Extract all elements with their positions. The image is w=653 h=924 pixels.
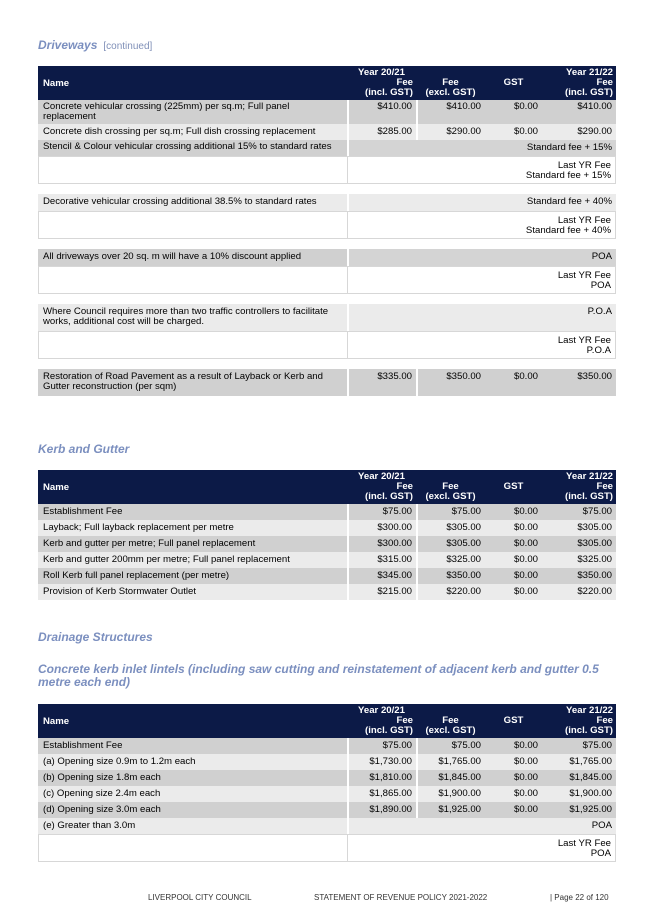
row-value: Standard fee + 15% (347, 140, 616, 156)
row-prev: $75.00 (347, 738, 416, 754)
table-row (38, 818, 616, 834)
footer-page-number: | Page 22 of 120 (550, 893, 609, 902)
footer-doc-title: STATEMENT OF REVENUE POLICY 2021-2022 (314, 893, 488, 902)
row-incl: $305.00 (542, 536, 616, 552)
row-incl: $350.00 (542, 369, 616, 396)
col-name: Name (38, 704, 347, 738)
row-prev: $300.00 (347, 536, 416, 552)
row-name: (a) Opening size 0.9m to 1.2m each (38, 754, 347, 770)
row-prev: $1,810.00 (347, 770, 416, 786)
row-name: Kerb and gutter 200mm per metre; Full panel replacement (38, 552, 347, 568)
table-row (38, 156, 616, 184)
row-name: Establishment Fee (38, 504, 347, 520)
row-gst: $0.00 (485, 738, 542, 754)
row-excl: $75.00 (416, 504, 485, 520)
row-prev: $410.00 (347, 100, 416, 124)
table-row (38, 536, 616, 552)
row-excl: $220.00 (416, 584, 485, 600)
last-yr-value: POA (590, 280, 611, 291)
table-row (38, 249, 616, 266)
table-row (38, 369, 616, 396)
row-name: All driveways over 20 sq. m will have a 10% discount applied (38, 249, 347, 266)
row-gst: $0.00 (485, 568, 542, 584)
row-name: Restoration of Road Pavement as a result of Layback or Kerb and Gutter reconstruction (per sqm) (38, 369, 347, 396)
row-incl: $1,900.00 (542, 786, 616, 802)
row-excl: $1,845.00 (416, 770, 485, 786)
col-fee-incl-curr: Fee (596, 715, 613, 726)
row-excl: $305.00 (416, 520, 485, 536)
last-yr-value: POA (590, 848, 611, 859)
section-title-driveways: Driveways [continued] (38, 38, 153, 52)
row-incl: $220.00 (542, 584, 616, 600)
row-name: Layback; Full layback replacement per metre (38, 520, 347, 536)
section-title-drainage: Drainage Structures (38, 630, 153, 644)
row-gst: $0.00 (485, 100, 542, 124)
last-yr-label: Last YR Fee (557, 838, 611, 849)
row-value: POA (347, 249, 616, 266)
row-gst: $0.00 (485, 520, 542, 536)
col-name: Name (38, 470, 347, 504)
row-prev: $75.00 (347, 504, 416, 520)
table-row (38, 802, 616, 818)
row-value: Standard fee + 40% (347, 194, 616, 211)
row-name: Roll Kerb full panel replacement (per metre) (38, 568, 347, 584)
row-excl: $325.00 (416, 552, 485, 568)
col-year-prev: Year 20/21 (347, 66, 416, 78)
table-row (38, 770, 616, 786)
row-name: (b) Opening size 1.8m each (38, 770, 347, 786)
col-fee-incl-sub: (incl. GST) (365, 725, 413, 736)
row-incl: $410.00 (542, 100, 616, 124)
row-prev: $315.00 (347, 552, 416, 568)
row-gst: $0.00 (485, 369, 542, 396)
last-yr-value: P.O.A (586, 345, 611, 356)
table-row (38, 754, 616, 770)
row-excl: $410.00 (416, 100, 485, 124)
row-prev: $1,730.00 (347, 754, 416, 770)
last-yr-value: Standard fee + 40% (525, 225, 611, 236)
col-fee-excl: Fee (442, 481, 459, 492)
col-year-curr: Year 21/22 (542, 704, 616, 716)
table-row (38, 211, 616, 239)
col-fee-incl: Fee (396, 715, 413, 726)
row-name: Concrete vehicular crossing (225mm) per sq.m; Full panel replacement (38, 100, 347, 124)
table-row (38, 738, 616, 754)
col-fee-excl-sub: (excl. GST) (425, 725, 476, 736)
row-name: (d) Opening size 3.0m each (38, 802, 347, 818)
drainage-table (38, 704, 616, 862)
row-incl: $305.00 (542, 520, 616, 536)
col-fee-incl-sub: (incl. GST) (365, 87, 413, 98)
table-row (38, 304, 616, 331)
last-yr-label: Last YR Fee (557, 160, 611, 171)
row-name: Decorative vehicular crossing additional 38.5% to standard rates (38, 194, 347, 211)
row-excl: $290.00 (416, 124, 485, 140)
row-excl: $1,925.00 (416, 802, 485, 818)
table-row (38, 520, 616, 536)
driveways-table (38, 66, 616, 396)
row-name: (c) Opening size 2.4m each (38, 786, 347, 802)
col-fee-incl-curr-sub: (incl. GST) (565, 725, 613, 736)
col-name: Name (38, 66, 347, 100)
col-fee-incl-sub: (incl. GST) (365, 491, 413, 502)
table-row (38, 584, 616, 600)
row-name: (e) Greater than 3.0m (38, 818, 347, 834)
table-row (38, 834, 616, 862)
row-name: Establishment Fee (38, 738, 347, 754)
table-row (38, 786, 616, 802)
row-prev: $215.00 (347, 584, 416, 600)
row-excl: $305.00 (416, 536, 485, 552)
col-fee-excl: Fee (442, 77, 459, 88)
kerb-table (38, 470, 616, 600)
row-prev: $300.00 (347, 520, 416, 536)
col-fee-excl: Fee (442, 715, 459, 726)
col-gst: GST (485, 716, 542, 738)
col-fee-incl-curr: Fee (596, 77, 613, 88)
row-name: Provision of Kerb Stormwater Outlet (38, 584, 347, 600)
table-row (38, 568, 616, 584)
row-value: P.O.A (347, 304, 616, 331)
row-prev: $1,865.00 (347, 786, 416, 802)
row-name: Stencil & Colour vehicular crossing additional 15% to standard rates (38, 140, 347, 156)
col-gst: GST (485, 482, 542, 504)
row-incl: $75.00 (542, 504, 616, 520)
row-gst: $0.00 (485, 770, 542, 786)
col-year-curr: Year 21/22 (542, 66, 616, 78)
col-fee-incl: Fee (396, 77, 413, 88)
row-incl: $1,765.00 (542, 754, 616, 770)
last-yr-label: Last YR Fee (557, 335, 611, 346)
row-name: Where Council requires more than two traffic controllers to facilitate works, additional cost will be charged. (38, 304, 347, 331)
footer-council: LIVERPOOL CITY COUNCIL (148, 893, 252, 902)
row-incl: $75.00 (542, 738, 616, 754)
table-row (38, 194, 616, 211)
col-gst: GST (485, 78, 542, 100)
table-row (38, 266, 616, 294)
continued-label: [continued] (103, 41, 153, 52)
row-gst: $0.00 (485, 536, 542, 552)
row-prev: $345.00 (347, 568, 416, 584)
row-gst: $0.00 (485, 802, 542, 818)
col-fee-excl-sub: (excl. GST) (425, 491, 476, 502)
col-year-prev: Year 20/21 (347, 704, 416, 716)
col-year-prev: Year 20/21 (347, 470, 416, 482)
table-row (38, 504, 616, 520)
col-fee-incl-curr-sub: (incl. GST) (565, 491, 613, 502)
row-gst: $0.00 (485, 786, 542, 802)
row-incl: $1,925.00 (542, 802, 616, 818)
row-name: Concrete dish crossing per sq.m; Full dish crossing replacement (38, 124, 347, 140)
last-yr-label: Last YR Fee (557, 270, 611, 281)
row-gst: $0.00 (485, 504, 542, 520)
table-row (38, 552, 616, 568)
table-row (38, 100, 616, 124)
row-excl: $350.00 (416, 369, 485, 396)
row-excl: $1,900.00 (416, 786, 485, 802)
row-incl: $1,845.00 (542, 770, 616, 786)
row-name: Kerb and gutter per metre; Full panel replacement (38, 536, 347, 552)
row-gst: $0.00 (485, 552, 542, 568)
table-row (38, 124, 616, 140)
row-incl: $325.00 (542, 552, 616, 568)
last-yr-value: Standard fee + 15% (525, 170, 611, 181)
row-excl: $1,765.00 (416, 754, 485, 770)
row-prev: $1,890.00 (347, 802, 416, 818)
section-subtitle-drainage: Concrete kerb inlet lintels (including saw cutting and reinstatement of adjacent kerb and gutter 0.5 metre each end) (38, 662, 599, 689)
table-row (38, 140, 616, 156)
col-fee-excl-sub: (excl. GST) (425, 87, 476, 98)
col-year-curr: Year 21/22 (542, 470, 616, 482)
row-incl: $350.00 (542, 568, 616, 584)
row-excl: $350.00 (416, 568, 485, 584)
row-prev: $335.00 (347, 369, 416, 396)
row-value: POA (347, 818, 616, 834)
col-fee-incl-curr-sub: (incl. GST) (565, 87, 613, 98)
col-fee-incl: Fee (396, 481, 413, 492)
row-gst: $0.00 (485, 584, 542, 600)
table-row (38, 331, 616, 359)
row-gst: $0.00 (485, 754, 542, 770)
section-title-kerb: Kerb and Gutter (38, 442, 130, 456)
row-incl: $290.00 (542, 124, 616, 140)
row-excl: $75.00 (416, 738, 485, 754)
col-fee-incl-curr: Fee (596, 481, 613, 492)
row-prev: $285.00 (347, 124, 416, 140)
last-yr-label: Last YR Fee (557, 215, 611, 226)
row-gst: $0.00 (485, 124, 542, 140)
